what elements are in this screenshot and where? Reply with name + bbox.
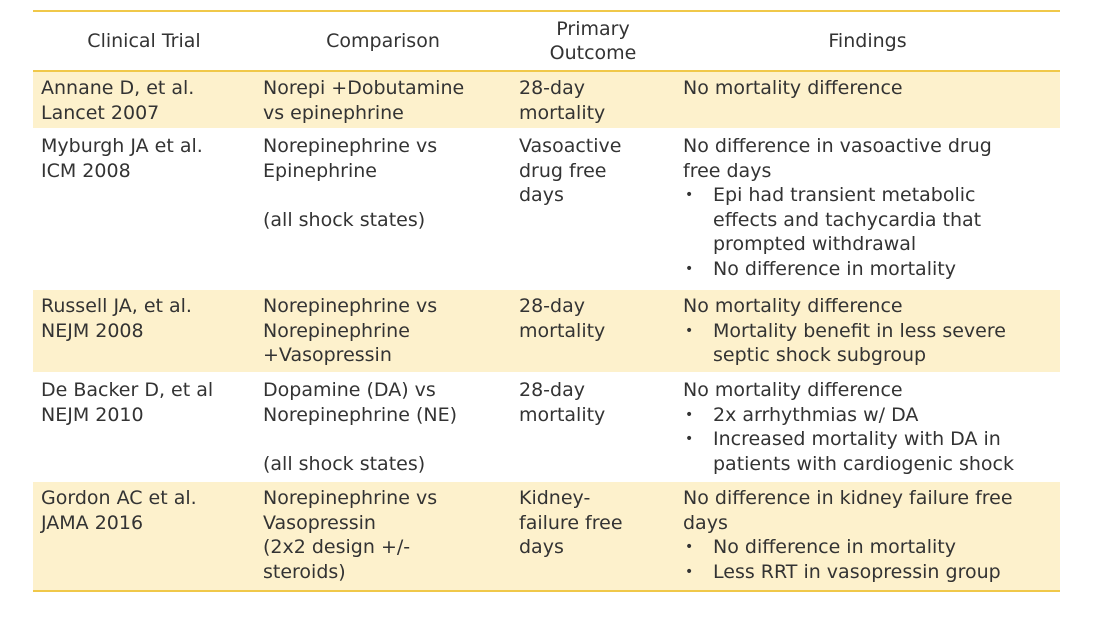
comparison-cell: [255, 481, 511, 591]
findings-cell: [675, 71, 1060, 129]
findings-bullets: [683, 403, 1052, 477]
findings-text: No mortality difference: [683, 77, 903, 99]
trial-text: NEJM 2008: [41, 319, 144, 342]
outcome-text: days: [519, 184, 564, 206]
comparison-text: Dopamine (DA) vs: [263, 379, 436, 401]
bullet-text: prompted withdrawal: [713, 233, 917, 255]
trial-cell: [33, 373, 255, 481]
outcome-cell: [511, 129, 675, 289]
outcome-cell: [511, 71, 675, 129]
outcome-cell: [511, 373, 675, 481]
comparison-text: Norepinephrine (NE): [263, 403, 457, 426]
bullet-text: Mortality benefit in less severe: [713, 319, 1006, 342]
bullet-text: 2x arrhythmias w/ DA: [713, 403, 919, 426]
bullet-dot-icon: •: [685, 431, 694, 447]
comparison-text: Norepi +Dobutamine: [263, 77, 465, 99]
comparison-cell: [255, 129, 511, 289]
findings-text: free days: [683, 159, 772, 182]
outcome-text: Kidney-: [519, 487, 591, 509]
bullet-item: [683, 560, 1052, 585]
bullet-dot-icon: •: [685, 260, 694, 277]
bullet-text: No difference in mortality: [713, 257, 956, 280]
bullet-item: [683, 427, 1052, 476]
comparison-text: Epinephrine: [263, 159, 377, 182]
clinical-trials-table: [33, 10, 1060, 592]
bullet-text: Increased mortality with DA in: [713, 428, 1001, 450]
findings-bullets: [683, 183, 1052, 281]
bullet-item: [683, 319, 1052, 368]
trial-text: Gordon AC et al.: [41, 487, 197, 509]
header-outcome-line1: Primary: [556, 18, 630, 40]
bullet-item: [683, 257, 1052, 282]
comparison-cell: [255, 71, 511, 129]
trials-table-container: [33, 10, 1060, 592]
bullet-dot-icon: •: [685, 406, 694, 423]
trial-cell: [33, 481, 255, 591]
bullet-text: patients with cardiogenic shock: [713, 452, 1015, 475]
table-row: [33, 481, 1060, 591]
table-row: [33, 129, 1060, 289]
findings-cell: [675, 289, 1060, 373]
comparison-text: vs epinephrine: [263, 101, 404, 124]
findings-bullets: [683, 535, 1052, 584]
trial-text: NEJM 2010: [41, 403, 144, 426]
outcome-text: days: [519, 536, 564, 558]
spacer: [263, 427, 503, 452]
bullet-item: [683, 183, 1052, 257]
bullet-text: effects and tachycardia that: [713, 208, 982, 231]
outcome-text: 28-day: [519, 379, 585, 401]
bullet-dot-icon: •: [685, 187, 694, 203]
outcome-text: 28-day: [519, 295, 585, 317]
header-findings: Findings: [828, 30, 907, 52]
comparison-text: Norepinephrine vs: [263, 135, 438, 157]
table-row: [33, 373, 1060, 481]
trial-text: Annane D, et al.: [41, 77, 195, 99]
bullet-item: [683, 403, 1052, 428]
trial-text: De Backer D, et al: [41, 379, 214, 401]
header-row: [33, 11, 1060, 71]
trial-text: Lancet 2007: [41, 101, 160, 124]
bullet-dot-icon: •: [685, 539, 694, 555]
comparison-text: Vasopressin: [263, 511, 376, 534]
findings-cell: [675, 129, 1060, 289]
findings-text: No difference in kidney failure free: [683, 487, 1013, 509]
findings-text: No mortality difference: [683, 379, 903, 401]
comparison-text: Norepinephrine vs: [263, 295, 438, 317]
outcome-text: mortality: [519, 101, 606, 124]
findings-text: No difference in vasoactive drug: [683, 135, 992, 157]
table-header: [33, 11, 1060, 71]
comparison-cell: [255, 289, 511, 373]
trial-cell: [33, 71, 255, 129]
findings-text: No mortality difference: [683, 295, 903, 317]
table-row: [33, 71, 1060, 129]
outcome-cell: [511, 289, 675, 373]
trial-cell: [33, 289, 255, 373]
outcome-text: failure free: [519, 511, 623, 534]
comparison-text: Norepinephrine: [263, 319, 410, 342]
findings-bullets: [683, 319, 1052, 368]
trial-text: JAMA 2016: [41, 511, 144, 534]
comparison-text: +Vasopressin: [263, 344, 392, 366]
bullet-text: septic shock subgroup: [713, 344, 927, 366]
comparison-text: Norepinephrine vs: [263, 487, 438, 509]
comparison-text: steroids): [263, 560, 346, 583]
bullet-text: Less RRT in vasopressin group: [713, 560, 1001, 583]
trial-cell: [33, 129, 255, 289]
comparison-text: (2x2 design +/-: [263, 536, 411, 558]
header-comparison: Comparison: [326, 30, 440, 52]
outcome-text: drug free: [519, 159, 607, 182]
bullet-dot-icon: •: [685, 563, 694, 580]
header-clinical-trial: Clinical Trial: [87, 30, 201, 52]
findings-cell: [675, 481, 1060, 591]
findings-text: days: [683, 511, 728, 534]
outcome-text: mortality: [519, 319, 606, 342]
spacer: [263, 183, 503, 208]
comparison-note: (all shock states): [263, 208, 426, 231]
trial-text: Russell JA, et al.: [41, 295, 192, 317]
header-outcome-line2: Outcome: [549, 42, 637, 64]
bullet-text: Epi had transient metabolic: [713, 184, 976, 206]
bullet-text: No difference in mortality: [713, 536, 956, 558]
table-row: [33, 289, 1060, 373]
findings-cell: [675, 373, 1060, 481]
trial-text: ICM 2008: [41, 159, 131, 182]
outcome-cell: [511, 481, 675, 591]
bullet-dot-icon: •: [685, 322, 694, 339]
comparison-note: (all shock states): [263, 452, 426, 475]
header-primary-outcome: [511, 11, 675, 71]
outcome-text: mortality: [519, 403, 606, 426]
outcome-text: 28-day: [519, 77, 585, 99]
bullet-item: [683, 535, 1052, 560]
outcome-text: Vasoactive: [519, 135, 622, 157]
table-body: [33, 71, 1060, 591]
trial-text: Myburgh JA et al.: [41, 135, 203, 157]
comparison-cell: [255, 373, 511, 481]
